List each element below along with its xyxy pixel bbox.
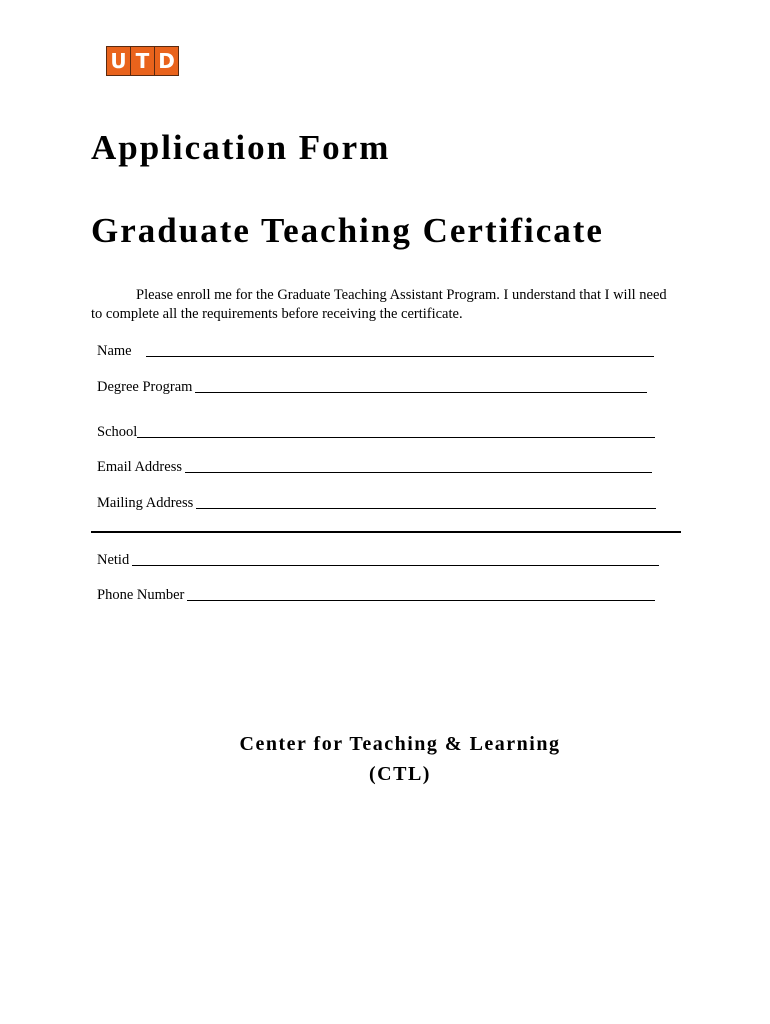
- school-field[interactable]: [97, 424, 655, 441]
- section-divider: [91, 531, 681, 533]
- logo-letter-d: D: [155, 47, 178, 75]
- phone-field[interactable]: [97, 587, 655, 604]
- logo-letter-u: U: [107, 47, 130, 75]
- utd-logo: [106, 46, 179, 76]
- mailing-address-label: Mailing Address: [97, 495, 194, 511]
- logo-letter-t: T: [131, 47, 154, 75]
- degree-program-input-line[interactable]: [195, 391, 647, 393]
- degree-program-label: Degree Program: [97, 379, 193, 395]
- mailing-address-input-line[interactable]: [196, 507, 656, 509]
- name-input-line[interactable]: [146, 355, 654, 357]
- name-field[interactable]: [97, 343, 654, 360]
- phone-input-line[interactable]: [187, 599, 655, 601]
- intro-text: Please enroll me for the Graduate Teaching Assistant Program. I understand that I will need to complete all the requirements before receiving the certificate.: [91, 287, 667, 322]
- phone-label: Phone Number: [97, 587, 185, 603]
- netid-input-line[interactable]: [132, 564, 659, 566]
- center-name: Center for Teaching & Learning: [239, 733, 561, 755]
- mailing-address-field[interactable]: [97, 495, 656, 512]
- intro-paragraph: [91, 286, 671, 324]
- netid-field[interactable]: [97, 552, 659, 569]
- email-input-line[interactable]: [185, 471, 652, 473]
- form-title: Application Form: [91, 128, 391, 167]
- email-field[interactable]: [97, 459, 652, 476]
- form-subtitle: Graduate Teaching Certificate: [91, 211, 604, 250]
- name-label: Name: [97, 343, 132, 359]
- email-label: Email Address: [97, 459, 182, 475]
- center-abbreviation: (CTL): [369, 763, 431, 785]
- netid-label: Netid: [97, 552, 130, 568]
- school-input-line[interactable]: [137, 436, 655, 438]
- degree-program-field[interactable]: [97, 379, 647, 396]
- school-label: School: [97, 424, 138, 440]
